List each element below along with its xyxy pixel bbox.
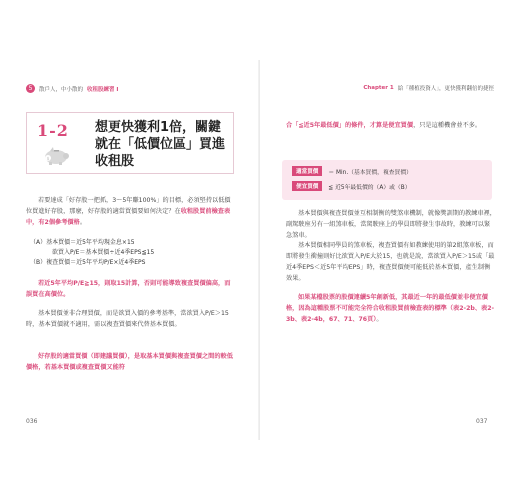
intro-end: 。	[79, 219, 86, 226]
cheap-condition-rest: ，只是這種機會並不多。	[413, 122, 482, 129]
price-formula-box	[282, 160, 492, 200]
running-head-book-title: 收租股練習 Ⅰ	[87, 86, 119, 93]
paragraph-pe-note: 若近5年平均P/E≧15，則取15計算，否則可能導致複查買價偏高，而誤買在高價位。	[26, 280, 231, 298]
new-low-end: 。	[376, 316, 383, 323]
page-number-left: 036	[26, 418, 38, 425]
new-low-table-refs: （表2-2b、表2-3b、表2-4b，67、71、76頁）	[286, 305, 495, 323]
section-header-box	[26, 112, 234, 174]
paragraph-suitable-price: 好存股的適當買價（即建議買價），是取基本買價與複查買價之間的較低價格，若基本買價或複查買價又能符	[26, 353, 233, 371]
paragraph-brake-mechanism: 基本買價與複查買價並互相制衡的雙煞車機制，就像獎訓期的教練車裡，副駕駛座另有一組煞車板，當駕駛座上的學員即將發生事故時，教練可以緊急煞車。	[286, 210, 496, 239]
chapter-label: Chapter 1	[363, 85, 394, 91]
suitable-price-tag: 適當買價	[292, 166, 322, 176]
cheap-price-tag: 便宜買價	[292, 181, 322, 191]
section-title: 想更快獲利1倍，關鍵就在「低價位區」買進收租股	[95, 120, 226, 169]
formula-a-value: ＝近5年平均現金息×15	[70, 239, 135, 246]
formula-a	[30, 238, 234, 248]
suitable-price-row	[292, 166, 482, 176]
suitable-price-formula: ＝ Min.（基本買價，複查買價）	[328, 169, 412, 176]
formula-b	[30, 258, 234, 268]
right-running-head	[363, 84, 494, 92]
formula-block	[30, 238, 234, 268]
svg-text:$: $	[46, 156, 50, 161]
left-running-head	[26, 84, 118, 93]
paragraph-intro	[26, 195, 234, 228]
section-number: 1-2	[37, 121, 69, 140]
paragraph-review-price: 基本買價相同學員的煞車板，複查買價有如教練使用的第2組煞車板，而即將發生衝撞則好比欲買入P/E大於15，也就是說，當欲買入P/E＞15或「最近4季EPS＜近5年平均EPS」時，複查買價便可能低於基本買價，產生制衡效果。	[286, 242, 495, 282]
formula-a-note: 欲買入P/E＝基本買價÷近4季EPS≦15	[52, 249, 155, 256]
paragraph-basic-price: 基本買價並非合理買價，而是欲買入價的參考基準，當欲買入P/E＞15時，基本買價就不適用，需以複查買價來代替基本買價。	[26, 310, 229, 328]
chapter-badge: 5	[26, 84, 35, 93]
cheap-price-formula: ≦ 近5年最低價的（A）或（B）	[328, 184, 411, 191]
piggy-bank-icon	[41, 147, 71, 165]
chapter-title: 給「種植投資人」，更快獲利翻倍的捷徑	[397, 86, 494, 92]
paragraph-new-low	[286, 292, 496, 325]
new-low-highlight: 如果某檔股票的股價連續5年創新低，其最近一年的最低價並非便宜價格，因為這種股票不可能完全符合收租股買前檢查表的標準	[286, 294, 488, 312]
formula-a-label: （A）基本買價	[30, 239, 71, 246]
formula-b-label: （B）複查買價	[30, 259, 71, 266]
running-head-prefix: 散戶人，中小散的	[39, 86, 84, 93]
page-number-right: 037	[476, 418, 488, 425]
intro-highlight: 收租股買前檢查表中，有2個參考價格	[26, 208, 231, 226]
paragraph-cheap-condition	[286, 120, 496, 131]
cheap-condition-highlight: 合「≦近5年最低價」的條件，才算是便宜買價	[286, 122, 414, 129]
formula-b-value: ＝近5年平均P/E×近4季EPS	[70, 259, 146, 266]
cheap-price-row	[292, 181, 482, 191]
intro-text: 若要達成「好存股一把抓，3～5年賺100%」的目標，必須堅持以低價位買進好存股，那麼，好存股的適當買價要如何決定？在	[26, 197, 231, 215]
